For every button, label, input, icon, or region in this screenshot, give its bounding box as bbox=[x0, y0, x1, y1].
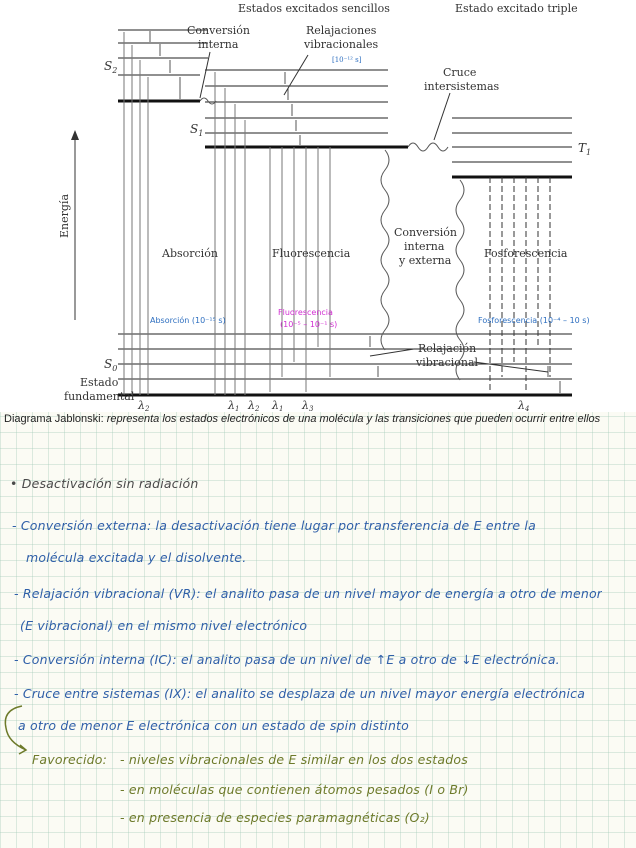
energy-axis-arrowhead bbox=[71, 130, 79, 140]
label-conversion-mid-2: interna bbox=[404, 240, 445, 253]
state-t1: $T_1$ bbox=[578, 141, 592, 157]
s2-s1-crossing-wave bbox=[200, 98, 216, 104]
fluorescence-time-2: (10⁻⁵ – 10⁻¹ s) bbox=[280, 320, 338, 329]
note-external-conversion-cont: molécula excitada y el disolvente. bbox=[26, 550, 247, 565]
vib-relax-bottom-pointer-a bbox=[370, 349, 414, 356]
header-triplet: Estado excitado triple bbox=[455, 2, 578, 15]
phosphorescence-time: Fosforescencia (10⁻⁴ – 10 s) bbox=[478, 316, 590, 325]
jablonski-diagram bbox=[0, 0, 636, 412]
state-s1: $S_1$ bbox=[190, 122, 204, 138]
lambda-d: λ1 bbox=[272, 399, 284, 412]
note-vibrational-relaxation-cont: (E vibracional) en el mismo nivel electrónico bbox=[20, 618, 308, 633]
label-vib-relax-1: Relajaciones bbox=[306, 24, 377, 37]
lambda-c: λ2 bbox=[248, 399, 260, 412]
note-vibrational-relaxation: - Relajación vibracional (VR): el analito pasa de un nivel mayor de energía a otro de menor bbox=[14, 586, 603, 601]
intersystem-pointer bbox=[434, 93, 450, 140]
fluorescence-arrows bbox=[270, 147, 330, 392]
lambda-b: λ1 bbox=[228, 399, 240, 412]
lambda-a: λ2 bbox=[138, 399, 150, 412]
note-favored-1: - niveles vibracionales de E similar en los dos estados bbox=[120, 752, 468, 767]
vib-relax-bottom-2: vibracional bbox=[416, 356, 479, 369]
internal-conversion-wave bbox=[381, 150, 389, 350]
label-phosphorescence: Fosforescencia bbox=[484, 247, 568, 260]
label-absorption: Absorción bbox=[162, 247, 218, 260]
label-intersystem-2: intersistemas bbox=[424, 80, 500, 93]
lambda-e: λ3 bbox=[302, 399, 314, 412]
bracket-arrow-icon bbox=[0, 700, 30, 760]
note-intersystem-crossing-cont: a otro de menor E electrónica con un estado de spin distinto bbox=[18, 718, 410, 733]
note-favored-label: Favorecido: bbox=[32, 752, 108, 767]
diagram-caption bbox=[4, 413, 636, 425]
state-s0: $S_0$ bbox=[104, 357, 118, 373]
label-vib-relax-2: vibracionales bbox=[304, 38, 379, 51]
label-intersystem-1: Cruce bbox=[443, 66, 477, 79]
caption-rest: representa los estados electrónicos de una molécula y las transiciones que pueden ocurrir entre ellos bbox=[103, 413, 601, 425]
label-conversion-mid-1: Conversión bbox=[394, 226, 457, 239]
s0-levels bbox=[118, 334, 572, 379]
note-favored-3: - en presencia de especies paramagnéticas (O₂) bbox=[120, 810, 430, 825]
note-favored-2: - en moléculas que contienen átomos pesados (I o Br) bbox=[120, 782, 469, 797]
absorption-time: Absorción (10⁻¹⁵ s) bbox=[150, 316, 226, 325]
header-singlet: Estados excitados sencillos bbox=[238, 2, 390, 15]
label-conversion-mid-3: y externa bbox=[399, 254, 452, 267]
label-internal-conversion-2: interna bbox=[198, 38, 239, 51]
label-internal-conversion-1: Conversión bbox=[187, 24, 250, 37]
notes-heading: • Desactivación sin radiación bbox=[10, 476, 199, 491]
fluorescence-time-1: Fluorescencia bbox=[278, 308, 333, 317]
lambda-f: λ4 bbox=[518, 399, 530, 412]
jablonski-diagram-svg bbox=[0, 0, 636, 412]
state-s2: $S_2$ bbox=[104, 59, 118, 75]
ground-state-2: fundamental bbox=[64, 390, 135, 403]
vib-relax-pointer bbox=[284, 55, 308, 95]
energy-axis-label: Energía bbox=[58, 194, 71, 238]
caption-lead: Diagrama Jablonski: bbox=[4, 413, 104, 425]
intersystem-crossing-wave bbox=[408, 143, 448, 151]
vib-relax-bottom-1: Relajación bbox=[418, 342, 477, 355]
t1-levels bbox=[452, 118, 572, 162]
note-external-conversion: - Conversión externa: la desactivación tiene lugar por transferencia de E entre la bbox=[12, 518, 536, 533]
ground-state-1: Estado bbox=[80, 376, 119, 389]
label-fluorescence: Fluorescencia bbox=[272, 247, 351, 260]
note-intersystem-crossing: - Cruce entre sistemas (IX): el analito se desplaza de un nivel mayor energía electrónica bbox=[14, 686, 586, 701]
vib-relax-time: [10⁻¹² s] bbox=[332, 56, 362, 64]
phosphorescence-arrows bbox=[490, 177, 550, 392]
handwritten-notes bbox=[0, 430, 636, 848]
internal-conversion-pointer bbox=[200, 52, 210, 98]
note-internal-conversion: - Conversión interna (IC): el analito pasa de un nivel de ↑E a otro de ↓E electrónica. bbox=[14, 652, 560, 667]
